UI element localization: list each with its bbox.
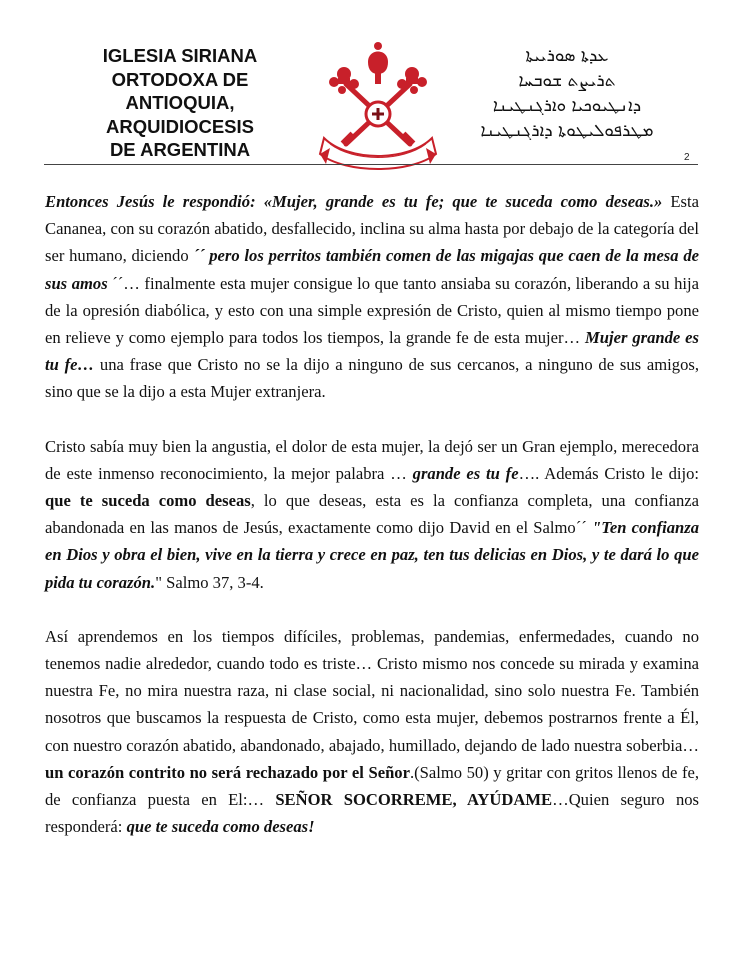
church-name bbox=[70, 44, 290, 162]
syriac-line: ܥܕܬܐ ܣܘܪܝܝܬܐ bbox=[525, 46, 609, 66]
text-run: ´´… finalmente esta mujer consigue lo que tanto ansiaba su corazón, liberando a su hija de la opresión diabólica, y esto con una simple expresión de Cristo, quien al mismo tiempo pone en relieve y como ejemplo para todos los tiempos, la grande fe de esta mujer… bbox=[45, 273, 699, 348]
text-run: …. Además Cristo le dijo: bbox=[518, 463, 699, 483]
text-run: " Salmo 37, 3-4. bbox=[155, 572, 264, 592]
syriac-church-name bbox=[462, 44, 672, 144]
quote-perritos: ´´ pero los perritos también comen de las migajas que caen de la mesa de sus amos bbox=[45, 246, 699, 293]
text-run: una frase que Cristo no se la dijo a ninguno de sus cercanos, a ninguno de sus amigos, sino que se la dijo a esta Mujer extranjera. bbox=[45, 355, 699, 402]
emphasis-senor-socorreme: SEÑOR SOCORREME, AYÚDAME bbox=[275, 790, 553, 810]
church-name-line: ARQUIDIOCESIS bbox=[105, 115, 255, 137]
quote-salmo-37: "Ten confianza en Dios y obra el bien, vive en la tierra y crece en paz, ten tus delicias en Dios, y te dará lo que pida tu corazón. bbox=[45, 518, 699, 592]
header-divider bbox=[44, 164, 698, 165]
church-name-line: ORTODOXA DE bbox=[111, 68, 249, 90]
text-run: .(Salmo 50) y gritar con gritos llenos de fe, de confianza puesta en El:… bbox=[45, 762, 699, 810]
text-run: …Quien seguro nos responderá: bbox=[45, 790, 699, 837]
document-body bbox=[45, 188, 699, 867]
church-emblem-logo bbox=[318, 40, 438, 172]
church-name-line: IGLESIA SIRIANA bbox=[102, 45, 258, 66]
emphasis-corazon-contrito: un corazón contrito no será rechazado por el Señor bbox=[45, 762, 410, 782]
text-run: , lo que deseas, esta es la confianza completa, una confianza abandonada en las manos de Jesús, exactamente como dijo David en el Salmo´´ bbox=[45, 491, 700, 538]
quote-final: que te suceda como deseas! bbox=[126, 817, 315, 837]
page-number: 2 bbox=[684, 152, 690, 163]
text-run: Así aprendemos en los tiempos difíciles, problemas, pandemias, enfermedades, cuando no tenemos nadie alrededor, cuando todo es triste… Cristo mismo nos concede su mirada y examina nuestra Fe, no mira nuestra raza, ni clase social, ni nacionalidad, sino solo nuestra Fe. También nosotros que buscamos la respuesta de Cristo, como esta mujer, debemos postrarnos frente a Él, con nuestro corazón abatido, abandonado, abajado, humillado, dejando de lado nuestra soberbia… bbox=[45, 626, 699, 755]
quote-mujer-grande: Mujer grande es tu fe… bbox=[45, 328, 699, 375]
syriac-line: ܡܛܪܦܘܠܝܛܘܬܐ ܕܐܪܓܢܛܝܢܐ bbox=[480, 121, 654, 141]
church-name-line: DE ARGENTINA bbox=[109, 139, 251, 160]
syriac-line: ܕܐܢܛܝܘܟܝܐ ܘܐܪܓܢܛܝܢܐ bbox=[492, 96, 642, 116]
text-run: Esta Cananea, con su corazón abatido, desfallecido, inclina su alma hasta por debajo de la categoría del ser humano, diciendo bbox=[45, 192, 699, 266]
paragraph-3 bbox=[45, 623, 699, 841]
paragraph-2 bbox=[45, 433, 699, 596]
mitre-icon bbox=[368, 42, 388, 84]
quote-jesus-response: Entonces Jesús le respondió: «Mujer, grande es tu fe; que te suceda como deseas.» bbox=[45, 192, 663, 211]
emphasis-que-te-suceda: que te suceda como deseas bbox=[45, 491, 251, 511]
church-name-line: ANTIOQUIA, bbox=[125, 92, 235, 113]
quote-grande-es-tu-fe: grande es tu fe bbox=[412, 463, 519, 483]
page-header bbox=[0, 0, 742, 175]
paragraph-1 bbox=[45, 188, 699, 406]
syriac-line: ܬܪܝܨܬ ܫܘܒܚܐ bbox=[518, 71, 616, 91]
text-run: Cristo sabía muy bien la angustia, el dolor de esta mujer, la dejó ser un Gran ejemplo, merecedora de este inmenso reconocimiento, la mejor palabra … bbox=[45, 436, 699, 483]
